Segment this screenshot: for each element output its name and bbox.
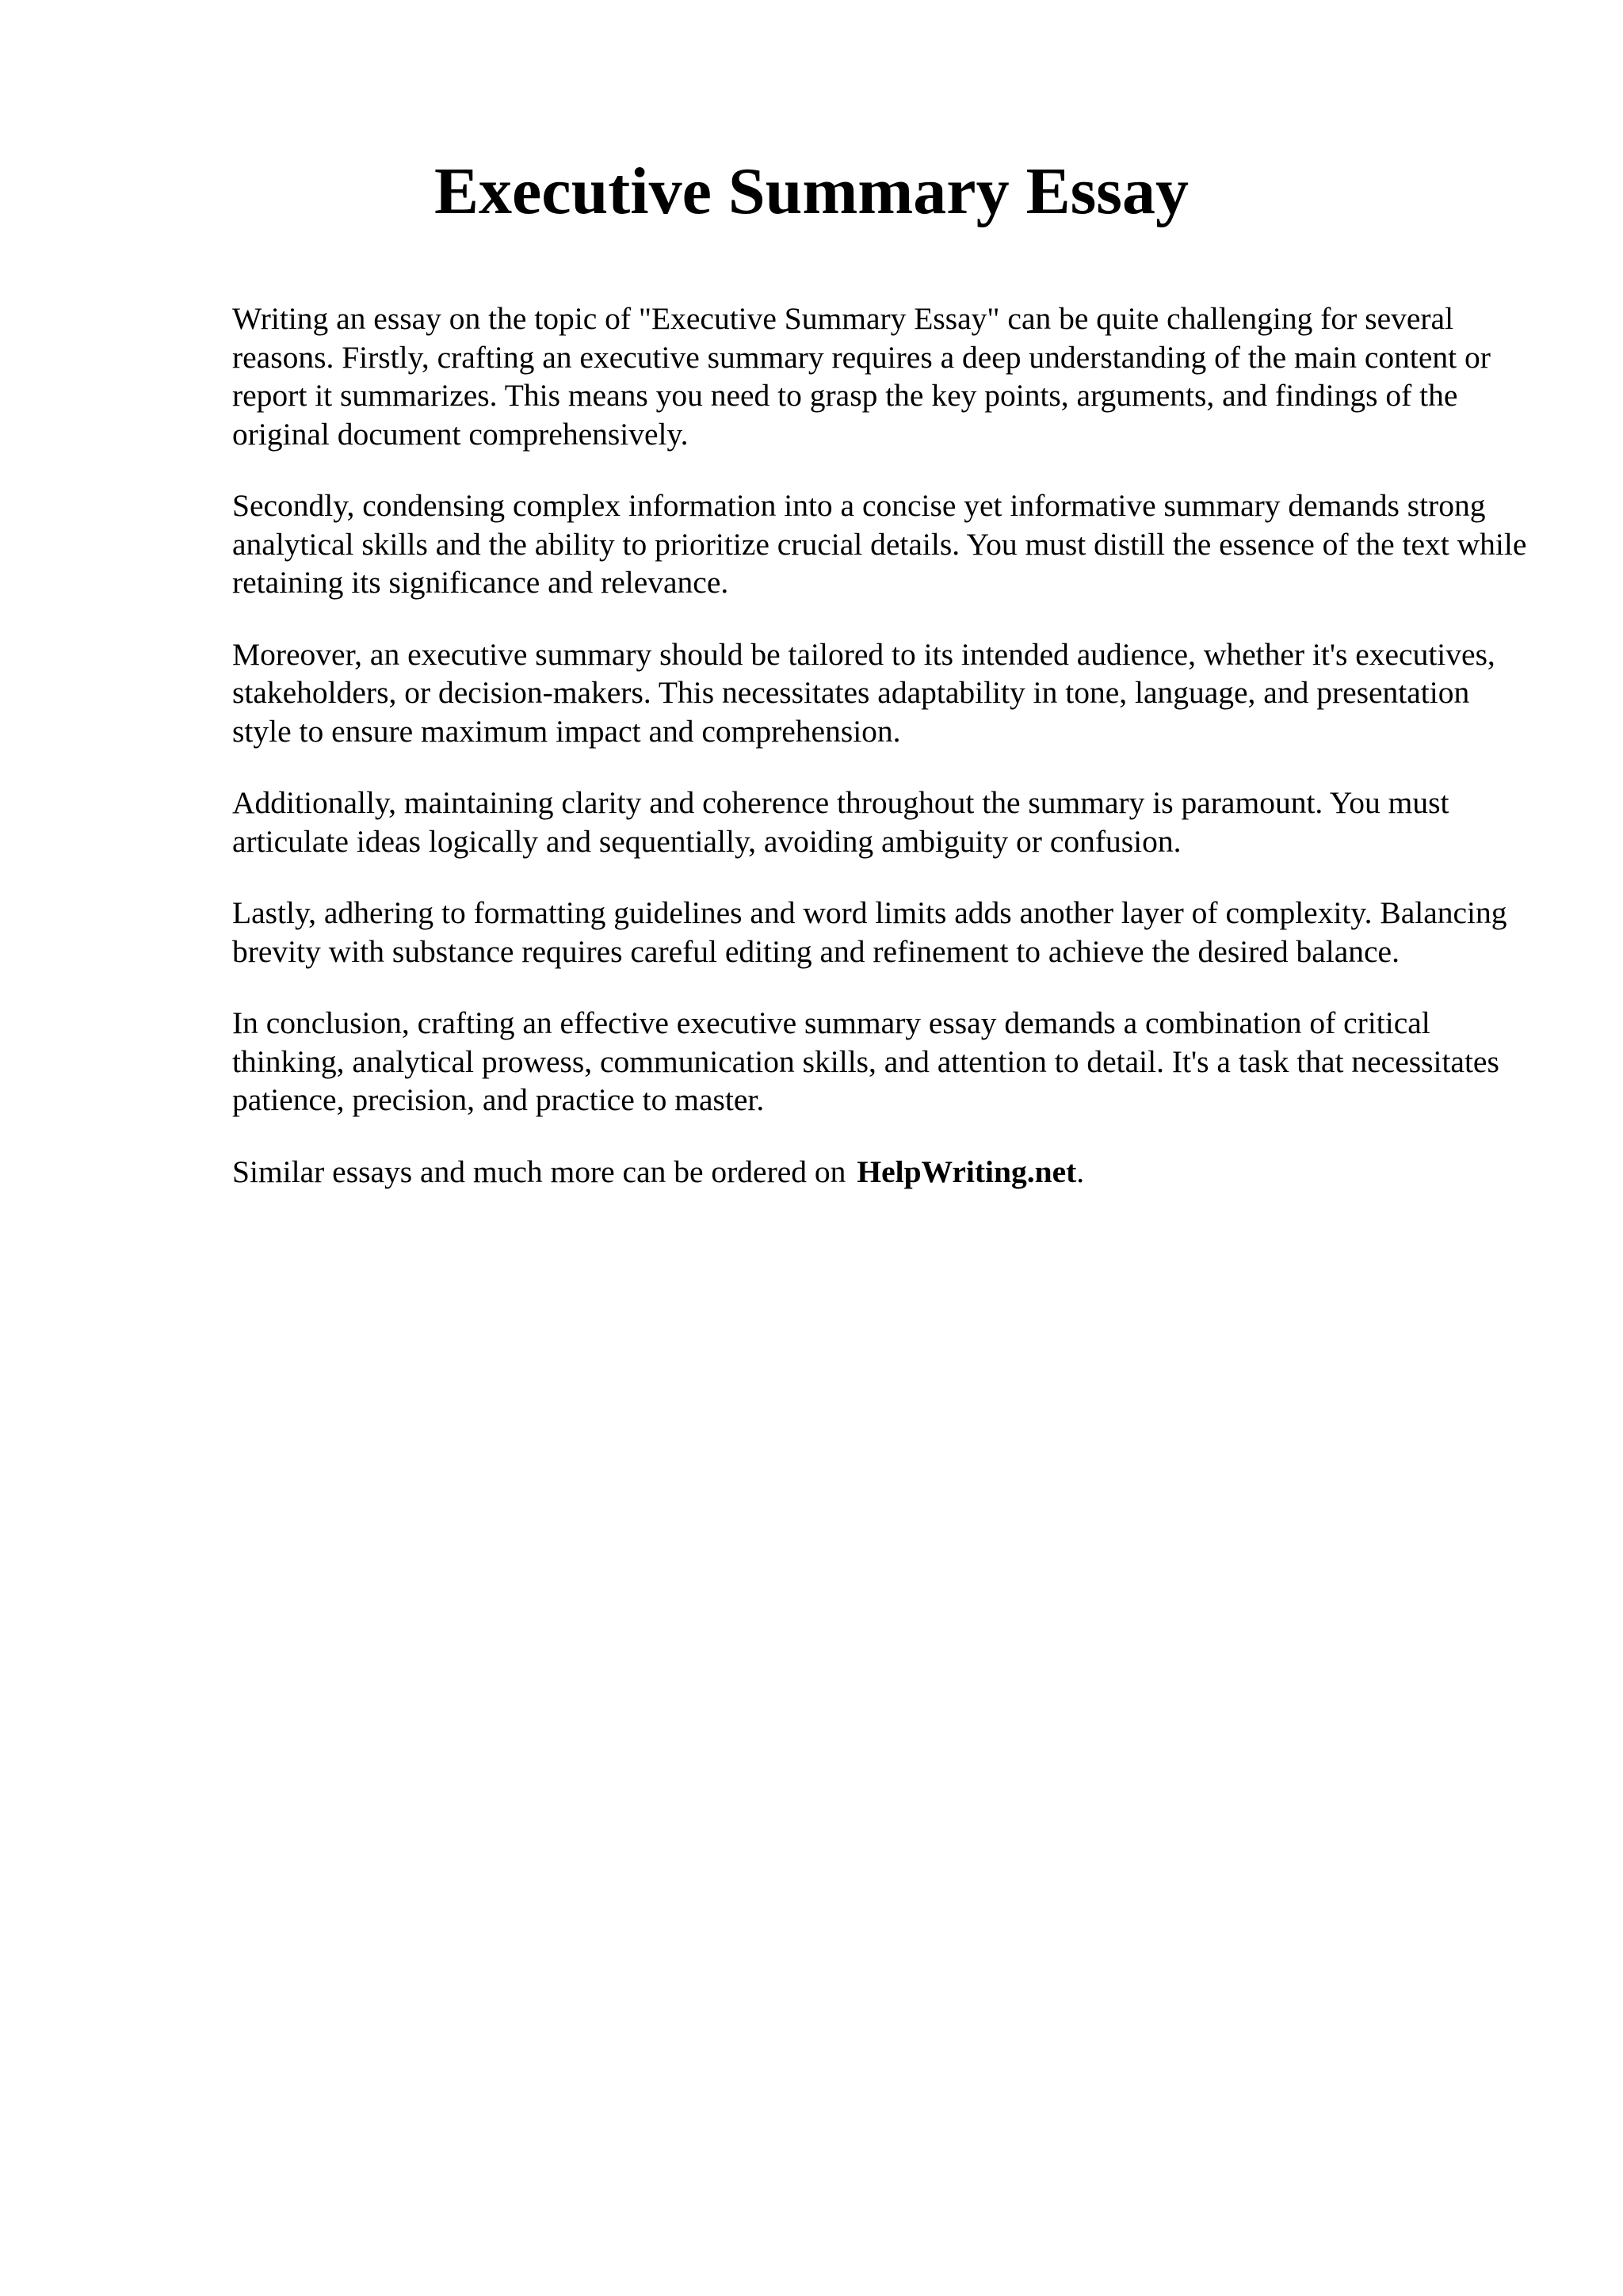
closing-prefix: Similar essays and much more can be ordered on — [232, 1154, 846, 1189]
paragraph-intro: Writing an essay on the topic of "Executive Summary Essay" can be quite challenging for several reasons. Firstly, crafting an executive summary requires a deep understanding of the main content or report it summarizes. This means you need to grasp the key points, arguments, and findings of the original document comprehensively. — [232, 301, 1491, 452]
paragraph-clarity: Additionally, maintaining clarity and coherence throughout the summary is paramount. You must articulate ideas logically and sequentially, avoiding ambiguity or confusion. — [232, 785, 1449, 859]
paragraph-conclusion: In conclusion, crafting an effective executive summary essay demands a combination of critical thinking, analytical prowess, communication skills, and attention to detail. It's a task that necessitates patience, precision, and practice to master. — [232, 1005, 1499, 1117]
paragraph-audience: Moreover, an executive summary should be tailored to its intended audience, whether it's executives, stakeholders, or decision-makers. This necessitates adaptability in tone, language, and presentation style to ensure maximum impact and comprehension. — [232, 636, 1495, 749]
closing-line — [232, 1153, 1532, 1192]
paragraph-condensing: Secondly, condensing complex information into a concise yet informative summary demands strong analytical skills and the ability to prioritize crucial details. You must distill the essence of the text while retaining its significance and relevance. — [232, 488, 1527, 600]
helpwriting-link[interactable]: HelpWriting.net — [857, 1154, 1077, 1189]
closing-suffix: . — [1076, 1154, 1085, 1189]
document-title: Executive Summary Essay — [434, 154, 1189, 228]
paragraph-formatting: Lastly, adhering to formatting guidelines and word limits adds another layer of complexity. Balancing brevity with substance requires careful editing and refinement to achieve the desired balance. — [232, 895, 1507, 969]
document-body — [232, 299, 1532, 1224]
